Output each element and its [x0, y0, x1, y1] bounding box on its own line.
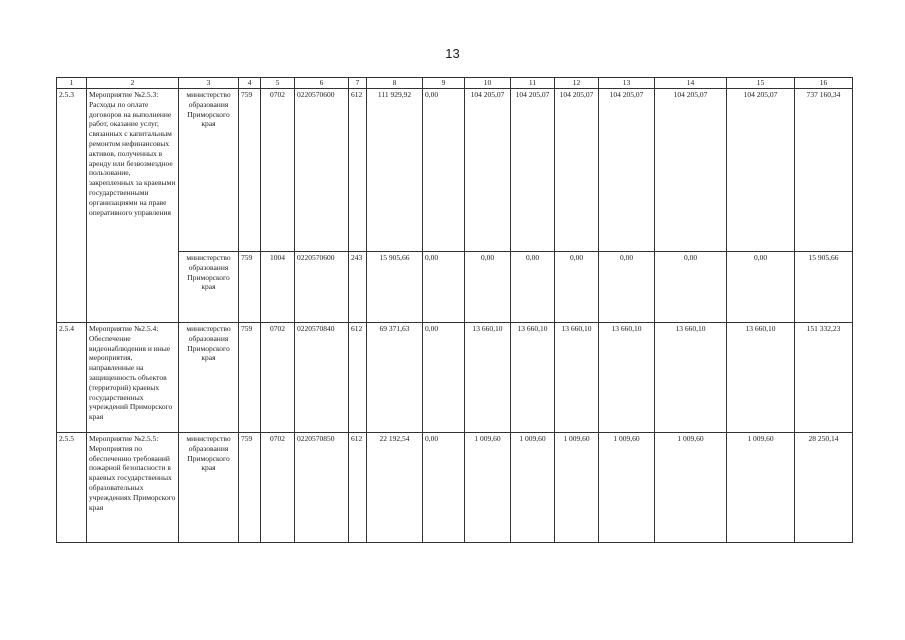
cell-grbs: 759	[239, 433, 261, 543]
cell-amount: 69 371,63	[367, 323, 423, 433]
header-cell: 11	[511, 78, 555, 89]
cell-type: 612	[349, 323, 367, 433]
cell-amount: 0,00	[511, 252, 555, 323]
header-cell: 2	[87, 78, 179, 89]
activity-name: Мероприятие №2.5.4: Обеспечение видеонаблюдения и иные мероприятия, направленные на защищенность объектов (территорий) краевых государственных учреждений Приморского края	[87, 323, 179, 433]
cell-grbs: 759	[239, 89, 261, 252]
cell-amount: 1 009,60	[465, 433, 511, 543]
cell-amount: 1 009,60	[599, 433, 655, 543]
cell-type: 612	[349, 89, 367, 252]
header-cell: 16	[795, 78, 853, 89]
header-cell: 3	[179, 78, 239, 89]
cell-amount: 13 660,10	[599, 323, 655, 433]
header-cell: 1	[57, 78, 87, 89]
executor: министерство образования Приморского края	[179, 89, 239, 252]
cell-type: 243	[349, 252, 367, 323]
cell-amount: 13 660,10	[727, 323, 795, 433]
cell-amount: 1 009,60	[555, 433, 599, 543]
cell-amount: 0,00	[555, 252, 599, 323]
cell-target: 0220570840	[295, 323, 349, 433]
header-cell: 4	[239, 78, 261, 89]
executor: министерство образования Приморского края	[179, 433, 239, 543]
cell-amount: 13 660,10	[655, 323, 727, 433]
cell-amount: 0,00	[423, 252, 465, 323]
header-cell: 14	[655, 78, 727, 89]
header-cell: 12	[555, 78, 599, 89]
header-cell: 8	[367, 78, 423, 89]
table-row	[57, 89, 853, 252]
cell-amount: 13 660,10	[511, 323, 555, 433]
cell-total: 737 160,34	[795, 89, 853, 252]
budget-table	[56, 77, 853, 543]
header-cell: 13	[599, 78, 655, 89]
cell-amount: 104 205,07	[465, 89, 511, 252]
cell-target: 0220570850	[295, 433, 349, 543]
header-cell: 9	[423, 78, 465, 89]
executor: министерство образования Приморского края	[179, 252, 239, 323]
cell-amount: 0,00	[655, 252, 727, 323]
page-number: 13	[445, 46, 460, 61]
cell-section: 0702	[261, 323, 295, 433]
cell-section: 0702	[261, 433, 295, 543]
cell-total: 15 905,66	[795, 252, 853, 323]
cell-section: 1004	[261, 252, 295, 323]
activity-number: 2.5.5	[57, 433, 87, 543]
cell-amount: 13 660,10	[465, 323, 511, 433]
cell-amount: 15 905,66	[367, 252, 423, 323]
activity-number: 2.5.3	[57, 89, 87, 323]
cell-amount: 0,00	[465, 252, 511, 323]
cell-grbs: 759	[239, 323, 261, 433]
cell-total: 28 250,14	[795, 433, 853, 543]
cell-amount: 13 660,10	[555, 323, 599, 433]
header-cell: 5	[261, 78, 295, 89]
table-row	[57, 323, 853, 433]
header-cell: 6	[295, 78, 349, 89]
cell-amount: 104 205,07	[599, 89, 655, 252]
cell-amount: 0,00	[423, 433, 465, 543]
cell-total: 151 332,23	[795, 323, 853, 433]
cell-amount: 0,00	[727, 252, 795, 323]
cell-target: 0220570600	[295, 252, 349, 323]
cell-target: 0220570600	[295, 89, 349, 252]
cell-amount: 1 009,60	[655, 433, 727, 543]
cell-section: 0702	[261, 89, 295, 252]
executor: министерство образования Приморского края	[179, 323, 239, 433]
table-row	[57, 433, 853, 543]
header-cell: 7	[349, 78, 367, 89]
cell-grbs: 759	[239, 252, 261, 323]
cell-amount: 22 192,54	[367, 433, 423, 543]
header-cell: 15	[727, 78, 795, 89]
cell-type: 612	[349, 433, 367, 543]
cell-amount: 104 205,07	[511, 89, 555, 252]
activity-name: Мероприятие №2.5.5: Мероприятия по обеспечению требований пожарной безопасности в краевых государственных образовательных учреждениях Приморского края	[87, 433, 179, 543]
cell-amount: 0,00	[599, 252, 655, 323]
cell-amount: 111 929,92	[367, 89, 423, 252]
cell-amount: 104 205,07	[555, 89, 599, 252]
cell-amount: 1 009,60	[727, 433, 795, 543]
cell-amount: 0,00	[423, 323, 465, 433]
cell-amount: 104 205,07	[727, 89, 795, 252]
activity-name: Мероприятие №2.5.3: Расходы по оплате договоров на выполнение работ, оказание услуг, связанных с капитальным ремонтом нефинансовых активов, полученных в аренду или безвозмездное пользование, закрепленных за краевыми государственными организациями на праве оперативного управления	[87, 89, 179, 323]
cell-amount: 104 205,07	[655, 89, 727, 252]
cell-amount: 1 009,60	[511, 433, 555, 543]
activity-number: 2.5.4	[57, 323, 87, 433]
cell-amount: 0,00	[423, 89, 465, 252]
header-cell: 10	[465, 78, 511, 89]
header-row	[57, 78, 853, 89]
